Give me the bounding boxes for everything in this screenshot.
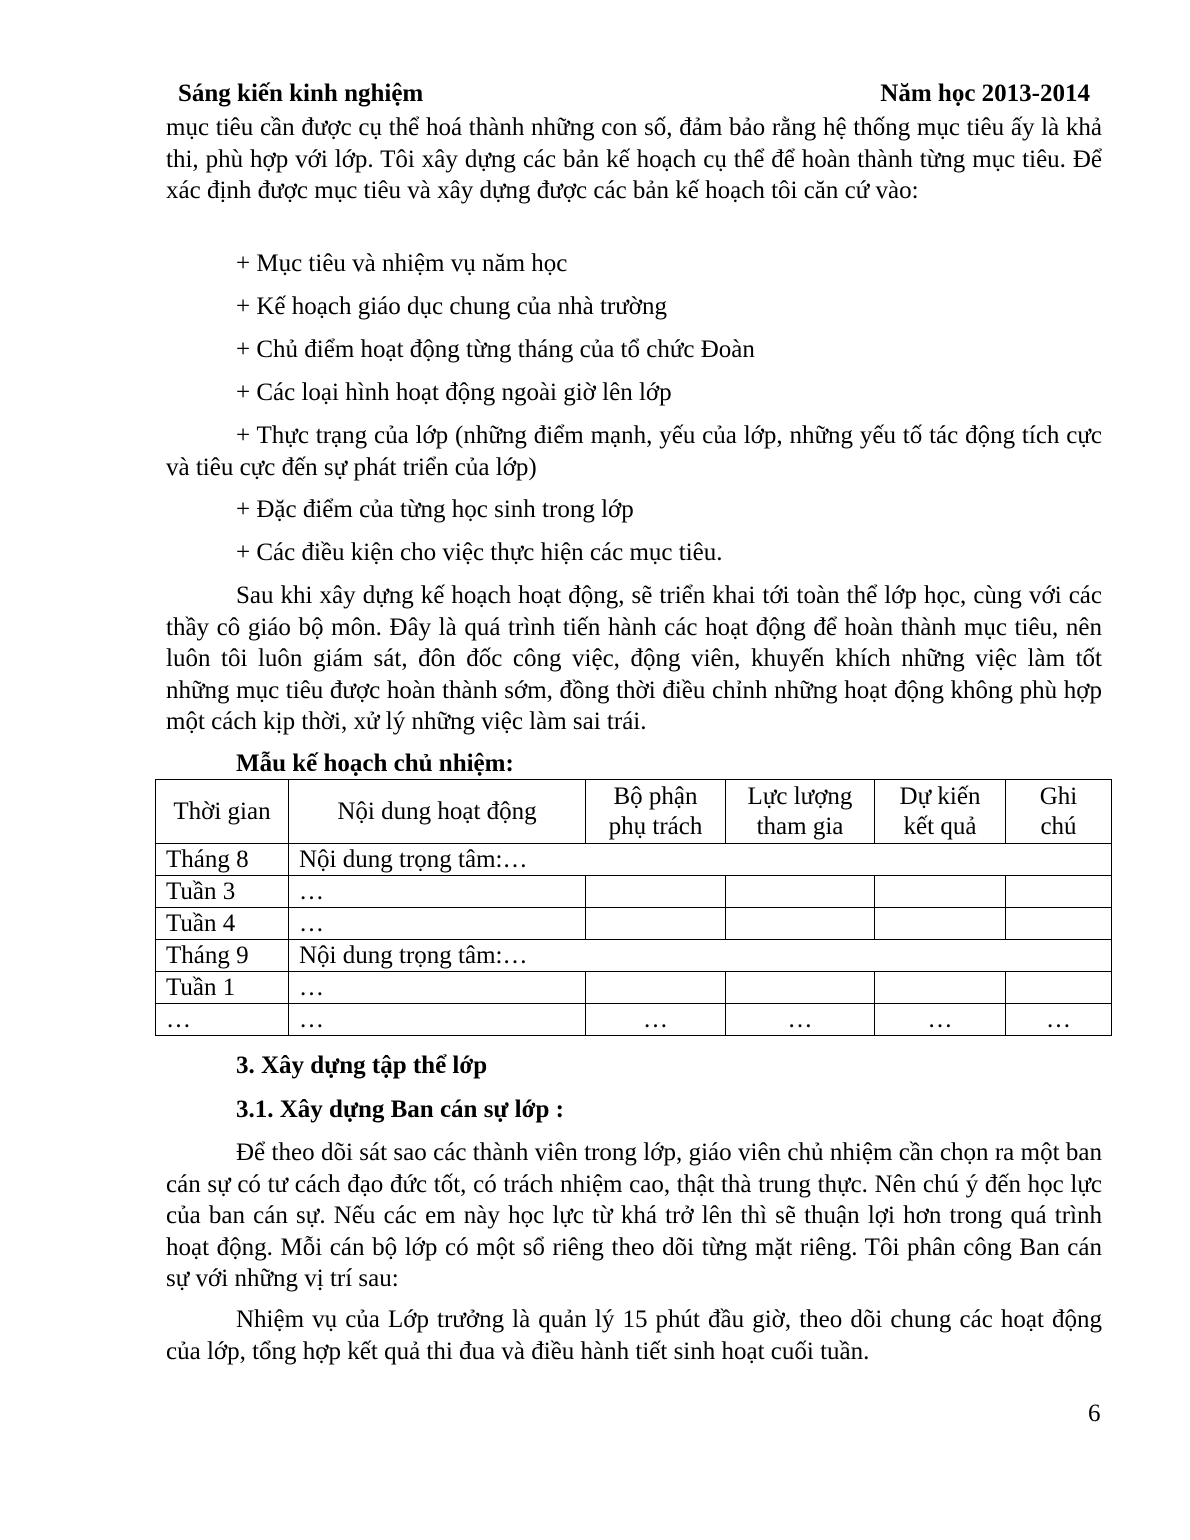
row-content: … (289, 1004, 586, 1036)
row-content: … (289, 972, 586, 1004)
monitor-paragraph (166, 1304, 1102, 1367)
header-participants: Lực lượng tham gia (726, 780, 875, 844)
section-3-heading: 3. Xây dựng tập thể lớp (236, 1052, 488, 1079)
bullet-item-2: + Kế hoạch giáo dục chung của nhà trường (236, 293, 668, 320)
section-3-1-heading: 3.1. Xây dựng Ban cán sự lớp : (236, 1096, 564, 1123)
committee-paragraph (166, 1137, 1102, 1295)
row-time: Tháng 9 (156, 940, 289, 972)
table-row (156, 876, 1112, 908)
row-time: Tuần 3 (156, 876, 289, 908)
row-content: … (289, 908, 586, 940)
row-cell: … (1006, 1004, 1112, 1036)
header-school-year: Năm học 2013-2014 (880, 80, 1090, 107)
row-time: Tuần 4 (156, 908, 289, 940)
table-row (156, 908, 1112, 940)
row-cell (726, 972, 875, 1004)
intro-paragraph (166, 112, 1102, 207)
bullet-item-7: + Các điều kiện cho việc thực hiện các mục tiêu. (236, 539, 723, 566)
row-cell (586, 908, 726, 940)
row-cell (875, 972, 1006, 1004)
table-header-row (156, 780, 1112, 844)
table-row (156, 972, 1112, 1004)
bullet-item-5-block (166, 420, 1102, 483)
deploy-paragraph (166, 580, 1102, 738)
bullet-item-1: + Mục tiêu và nhiệm vụ năm học (236, 250, 568, 277)
row-cell (1006, 908, 1112, 940)
bullet-item-4: + Các loại hình hoạt động ngoài giờ lên lớp (236, 379, 672, 406)
row-cell (586, 972, 726, 1004)
row-time: Tháng 8 (156, 844, 289, 876)
row-content: Nội dung trọng tâm:… (289, 940, 1112, 972)
table-row (156, 1004, 1112, 1036)
bullet-item-6: + Đặc điểm của từng học sinh trong lớp (236, 496, 634, 523)
page-number: 6 (1088, 1400, 1101, 1427)
row-cell: … (875, 1004, 1006, 1036)
header-notes: Ghi chú (1006, 780, 1112, 844)
row-cell (875, 876, 1006, 908)
row-cell (586, 876, 726, 908)
monitor-text: Nhiệm vụ của Lớp trưởng là quản lý 15 phút đầu giờ, theo dõi chung các hoạt động của lớp, tổng hợp kết quả thi đua và điều hành tiết sinh hoạt cuối tuần. (166, 1306, 1102, 1365)
plan-table (155, 779, 1112, 1036)
bullet-item-3: + Chủ điểm hoạt động từng tháng của tổ chức Đoàn (236, 336, 755, 363)
row-cell (726, 876, 875, 908)
row-cell (1006, 972, 1112, 1004)
row-cell: … (726, 1004, 875, 1036)
page-header (178, 80, 1090, 112)
row-content: … (289, 876, 586, 908)
row-cell (726, 908, 875, 940)
row-content: Nội dung trọng tâm:… (289, 844, 1112, 876)
table-title: Mẫu kế hoạch chủ nhiệm: (236, 750, 514, 777)
table-row (156, 940, 1112, 972)
bullet-item-5: + Thực trạng của lớp (những điểm mạnh, yếu của lớp, những yếu tố tác động tích cực và tiêu cực đến sự phát triển của lớp) (166, 422, 1102, 481)
intro-text: mục tiêu cần được cụ thể hoá thành những con số, đảm bảo rằng hệ thống mục tiêu ấy là khả thi, phù hợp với lớp. Tôi xây dựng các bản kế hoạch cụ thể để hoàn thành từng mục tiêu. Để xác định được mục tiêu và xây dựng được các bản kế hoạch tôi căn cứ vào: (166, 114, 1102, 204)
table-row (156, 844, 1112, 876)
header-expected-result: Dự kiến kết quả (875, 780, 1006, 844)
row-cell (875, 908, 1006, 940)
header-content: Nội dung hoạt động (289, 780, 586, 844)
header-department: Bộ phận phụ trách (586, 780, 726, 844)
row-cell: … (586, 1004, 726, 1036)
header-title: Sáng kiến kinh nghiệm (178, 80, 424, 107)
row-time: Tuần 1 (156, 972, 289, 1004)
row-cell (1006, 876, 1112, 908)
row-time: … (156, 1004, 289, 1036)
header-time: Thời gian (156, 780, 289, 844)
deploy-text: Sau khi xây dựng kế hoạch hoạt động, sẽ triển khai tới toàn thể lớp học, cùng với các thầy cô giáo bộ môn. Đây là quá trình tiến hành các hoạt động để hoàn thành mục tiêu, nên luôn tôi luôn giám sát, đôn đốc công việc, động viên, khuyến khích những việc làm tốt những mục tiêu được hoàn thành sớm, đồng thời điều chỉnh những hoạt động không phù hợp một cách kịp thời, xử lý những việc làm sai trái. (166, 582, 1102, 735)
committee-text: Để theo dõi sát sao các thành viên trong lớp, giáo viên chủ nhiệm cần chọn ra một ban cán sự có tư cách đạo đức tốt, có trách nhiệm cao, thật thà trung thực. Nên chú ý đến học lực của ban cán sự. Nếu các em này học lực từ khá trở lên thì sẽ thuận lợi hơn trong quá trình hoạt động. Mỗi cán bộ lớp có một sổ riêng theo dõi từng mặt riêng. Tôi phân công Ban cán sự với những vị trí sau: (166, 1139, 1102, 1292)
